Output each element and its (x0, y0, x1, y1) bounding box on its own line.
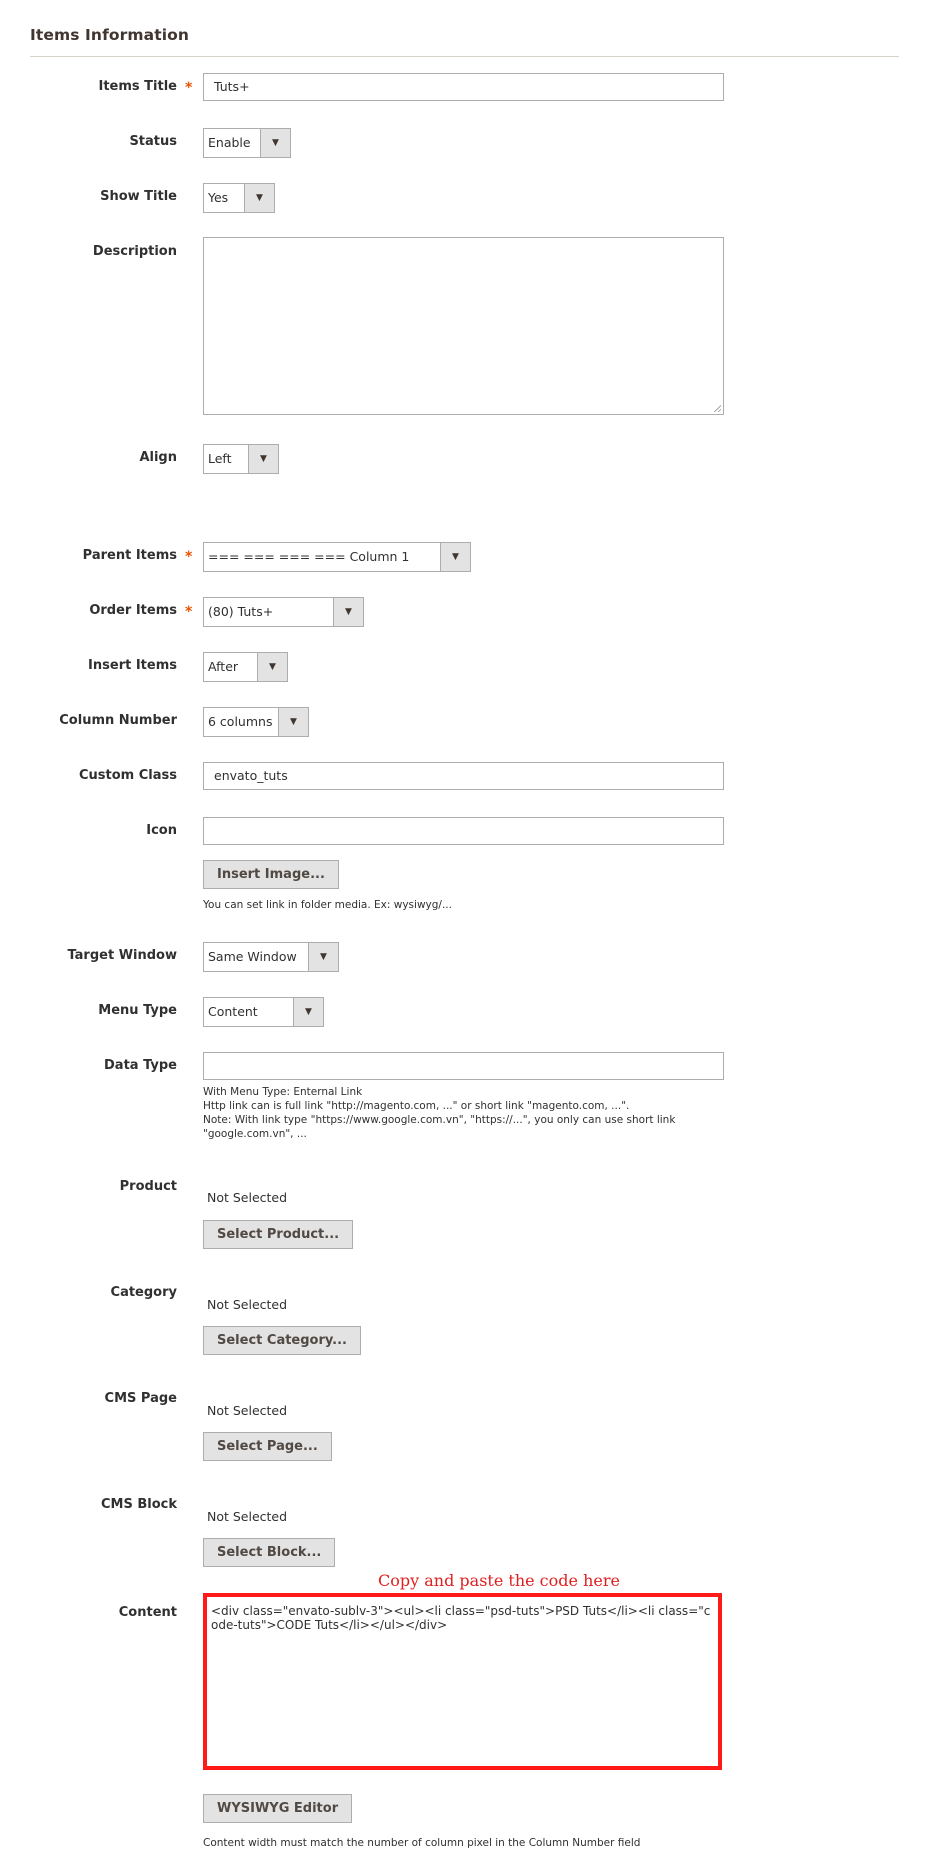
custom-class-label: Custom Class (79, 768, 177, 783)
chevron-down-icon[interactable]: ▼ (278, 708, 308, 736)
insert-items-label: Insert Items (88, 658, 177, 673)
items-title-label: Items Title (98, 79, 177, 94)
product-label: Product (119, 1179, 177, 1194)
menu-type-value: Content (208, 1004, 258, 1019)
icon-help-text: You can set link in folder media. Ex: wysiwyg/... (203, 899, 452, 911)
section-title: Items Information (30, 26, 190, 44)
icon-label: Icon (146, 823, 177, 838)
cms-block-selection: Not Selected (207, 1509, 288, 1524)
help-line: Note: With link type "https://www.google.com.vn", "https://...", you only can use short link (203, 1114, 676, 1126)
description-textarea[interactable] (203, 237, 724, 415)
data-type-help-text (203, 1085, 675, 1141)
category-label: Category (110, 1285, 177, 1300)
data-type-input[interactable] (203, 1052, 724, 1080)
chevron-down-icon[interactable]: ▼ (440, 543, 470, 571)
description-label: Description (92, 244, 177, 259)
column-number-label: Column Number (59, 713, 177, 728)
content-label: Content (118, 1605, 177, 1620)
content-textarea[interactable]: <div class="envato-sublv-3"><ul><li class="psd-tuts">PSD Tuts</li><li class="code-tuts">CODE Tuts</li></ul></div> (203, 1593, 722, 1770)
items-title-input[interactable]: Tuts+ (203, 73, 724, 101)
cms-page-label: CMS Page (104, 1391, 177, 1406)
insert-image-button[interactable]: Insert Image... (203, 860, 339, 889)
chevron-down-icon[interactable]: ▼ (308, 943, 338, 971)
icon-input[interactable] (203, 817, 724, 845)
cms-page-selection: Not Selected (207, 1403, 288, 1418)
data-type-label: Data Type (104, 1058, 177, 1073)
insert-items-value: After (208, 659, 239, 674)
order-items-value: (80) Tuts+ (208, 604, 274, 619)
show-title-value: Yes (208, 190, 229, 205)
content-help-text: Content width must match the number of column pixel in the Column Number field (203, 1837, 641, 1849)
target-window-label: Target Window (67, 948, 177, 963)
order-items-label: Order Items (89, 603, 177, 618)
show-title-label: Show Title (100, 189, 177, 204)
column-number-select[interactable] (203, 707, 309, 737)
select-product-button[interactable]: Select Product... (203, 1220, 353, 1249)
chevron-down-icon[interactable]: ▼ (333, 598, 363, 626)
cms-block-label: CMS Block (100, 1497, 177, 1512)
product-selection: Not Selected (207, 1190, 288, 1205)
order-items-select[interactable] (203, 597, 364, 627)
status-label: Status (129, 134, 177, 149)
chevron-down-icon[interactable]: ▼ (248, 445, 278, 473)
category-selection: Not Selected (207, 1297, 288, 1312)
menu-type-select[interactable] (203, 997, 324, 1027)
parent-items-value: === === === === Column 1 (208, 549, 410, 564)
status-select[interactable] (203, 128, 291, 158)
custom-class-input[interactable]: envato_tuts (203, 762, 724, 790)
chevron-down-icon[interactable]: ▼ (257, 653, 287, 681)
chevron-down-icon[interactable]: ▼ (244, 184, 274, 212)
select-page-button[interactable]: Select Page... (203, 1432, 332, 1461)
help-line: "google.com.vn", ... (203, 1128, 307, 1140)
target-window-select[interactable] (203, 942, 339, 972)
required-asterisk: * (185, 604, 193, 620)
section-divider (30, 56, 899, 57)
show-title-select[interactable] (203, 183, 275, 213)
chevron-down-icon[interactable]: ▼ (293, 998, 323, 1026)
select-category-button[interactable]: Select Category... (203, 1326, 361, 1355)
wysiwyg-editor-button[interactable]: WYSIWYG Editor (203, 1794, 352, 1823)
insert-items-select[interactable] (203, 652, 288, 682)
required-asterisk: * (185, 80, 193, 96)
align-value: Left (208, 451, 232, 466)
parent-items-label: Parent Items (82, 548, 177, 563)
column-number-value: 6 columns (208, 714, 273, 729)
align-select[interactable] (203, 444, 279, 474)
target-window-value: Same Window (208, 949, 297, 964)
required-asterisk: * (185, 549, 193, 565)
annotation-text: Copy and paste the code here (378, 1571, 620, 1590)
resize-handle-icon[interactable] (713, 404, 721, 412)
menu-type-label: Menu Type (98, 1003, 177, 1018)
chevron-down-icon[interactable]: ▼ (260, 129, 290, 157)
help-line: With Menu Type: Enternal Link (203, 1086, 363, 1098)
parent-items-select[interactable] (203, 542, 471, 572)
status-value: Enable (208, 135, 251, 150)
align-label: Align (139, 450, 177, 465)
select-block-button[interactable]: Select Block... (203, 1538, 335, 1567)
help-line: Http link can is full link "http://magento.com, ..." or short link "magento.com, ...". (203, 1100, 630, 1112)
